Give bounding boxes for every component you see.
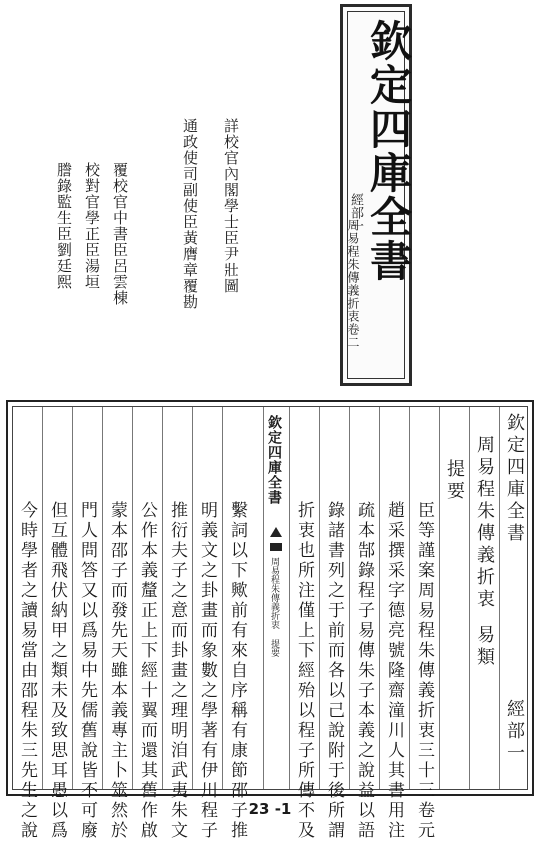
fold-subtitle: 周易程朱傳義折衷 提要 [269,557,279,657]
text-line: 推衍夫子之意而卦畫之理明洎武夷朱文 [167,501,187,841]
text-line: 明義文之卦畫而象數之學著有伊川程子 [197,501,217,841]
page-number: 23 -1 [248,800,292,818]
text-line: 錄諸書列之于前而各以己說附于後所謂 [324,501,344,841]
book-title: 周易程朱傳義折衷 [474,435,495,611]
text-line: 但互體飛伏納甲之類未及致思耳愚以爲 [47,501,67,841]
fold-strip [263,407,289,789]
text-line: 繫詞以下歟前有來自序稱有康節邵子推 [227,501,247,841]
text-line: 今時學者之讀易當由邵程朱三先生之說 [17,501,37,841]
text-line: 門人問答又以爲易中先儒舊說皆不可廢 [77,501,97,841]
title-subtitle: 周易程朱傳義折衷卷二 [346,219,360,349]
text-line: 疏本郜錄程子易傳朱子本義之說益以語 [354,501,374,841]
credit-column-3: 覆校官中書臣呂雲棟 [111,162,129,306]
text-line: 公作本義釐正上下經十翼而還其舊作啟 [137,501,157,841]
header-section-label: 經部一 [504,699,525,765]
text-line: 臣等謹案周易程朱傳義折衷三十三卷元 [414,501,434,841]
credit-column-4: 校對官學正臣湯垣 [83,162,101,290]
header-title: 欽定四庫全書 [504,413,525,545]
title-slip [340,4,412,386]
book-category: 易類 [474,625,495,669]
credit-column-2: 通政使司副使臣黃膺章覆勘 [181,118,199,310]
credit-column-1: 詳校官內閣學士臣尹壯圖 [222,118,240,294]
text-line: 折衷也所注僅上下經殆以程子所傳不及 [294,501,314,841]
text-line: 趙采撰采字德亮號隆齋潼川人其書用注 [384,501,404,841]
title-section-label: 經部一 [348,193,363,232]
fold-fishtail-icon [270,527,282,537]
main-title: 欽定四庫全書 [364,19,413,283]
credit-column-5: 謄錄監生臣劉廷熙 [55,162,73,290]
fold-block-icon [270,543,282,551]
fold-title: 欽定四庫全書 [266,415,282,505]
tiyao-heading: 提要 [444,459,465,503]
text-line: 蒙本邵子而發先天雖本義專主卜筮然於 [107,501,127,841]
